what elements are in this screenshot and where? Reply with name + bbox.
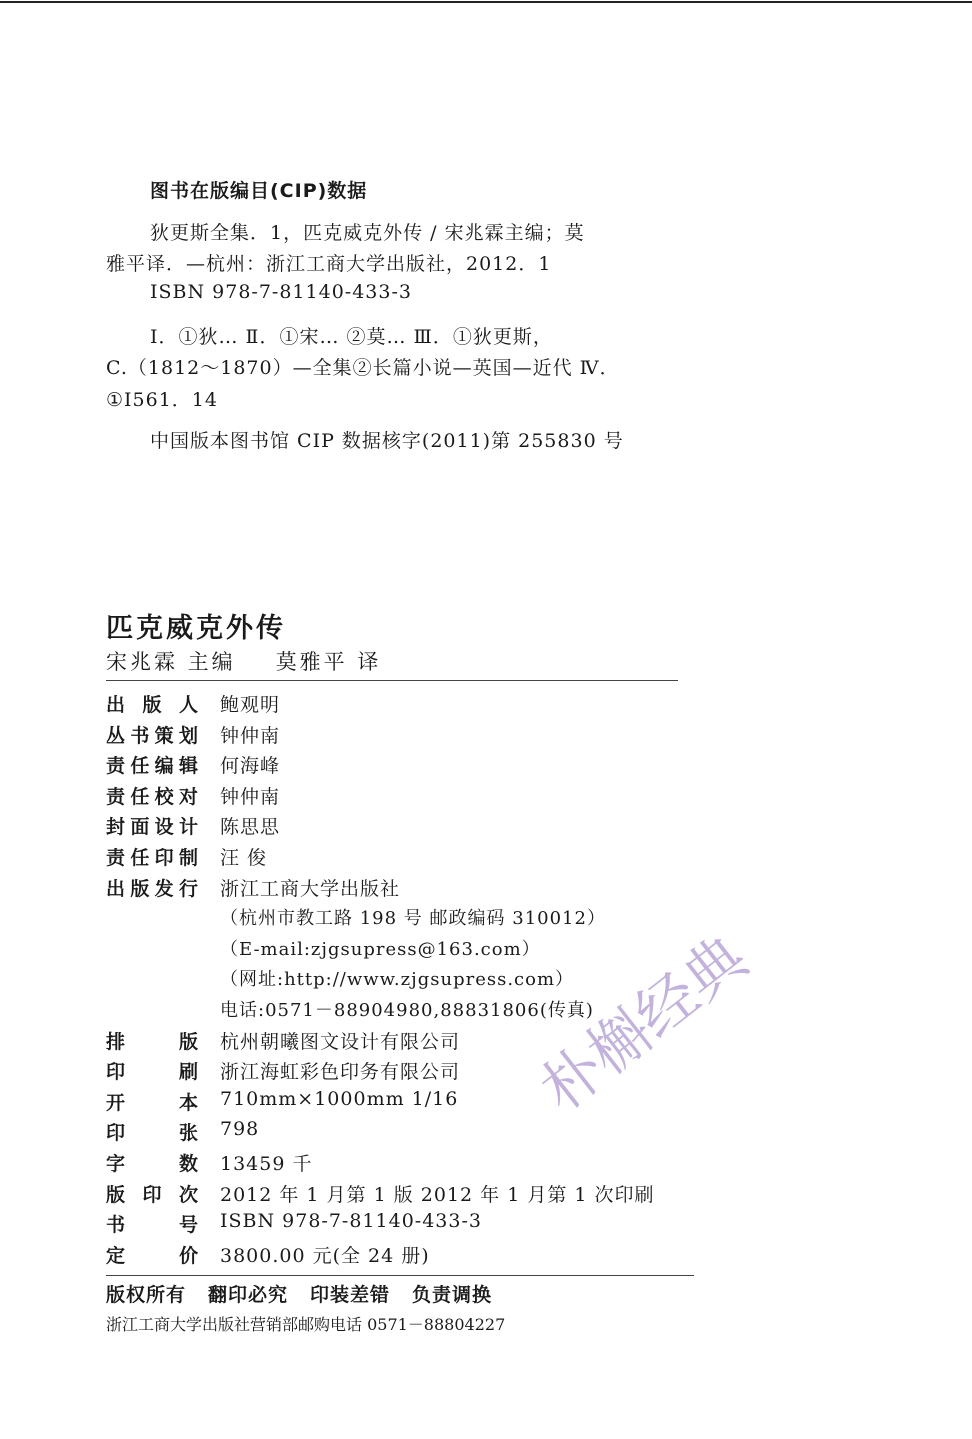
detail-value: 3800.00 元(全 24 册) xyxy=(220,1245,430,1267)
detail-label-char: 责 xyxy=(106,847,126,869)
detail-value: ISBN 978-7-81140-433-3 xyxy=(220,1210,482,1232)
translator-credit: 莫雅平 译 xyxy=(275,650,382,674)
detail-label xyxy=(106,812,198,839)
detail-label-char: 辑 xyxy=(178,755,198,777)
detail-label-char: 定 xyxy=(106,1245,126,1267)
detail-value: 浙江工商大学出版社 xyxy=(220,878,401,900)
detail-label xyxy=(106,1180,198,1207)
cip-line: Ⅰ．①狄… Ⅱ．①宋… ②莫… Ⅲ．①狄更斯， xyxy=(150,326,553,348)
book-title: 匹克威克外传 xyxy=(106,613,286,644)
rights-notice xyxy=(106,1280,514,1307)
detail-label xyxy=(106,1088,198,1115)
detail-label-char: 张 xyxy=(178,1122,198,1144)
detail-label-char: 校 xyxy=(154,786,174,808)
detail-value: 798 xyxy=(220,1118,260,1140)
detail-value: 浙江海虹彩色印务有限公司 xyxy=(220,1061,461,1083)
detail-label-char: 出 xyxy=(106,878,126,900)
detail-label xyxy=(106,1241,198,1268)
detail-label xyxy=(106,843,198,870)
detail-label-char: 对 xyxy=(178,786,198,808)
detail-label-char: 号 xyxy=(178,1214,198,1236)
detail-label-char: 版 xyxy=(106,1184,126,1206)
cip-verification: 中国版本图书馆 CIP 数据核字(2011)第 255830 号 xyxy=(150,430,624,452)
editor-credit: 宋兆霖 主编 xyxy=(106,650,236,674)
sales-phone: 浙江工商大学出版社营销部邮购电话 0571－88804227 xyxy=(106,1315,506,1334)
watermark-text: 朴槲经典 xyxy=(528,922,761,1126)
detail-label-char: 印 xyxy=(142,1184,162,1206)
detail-label-char: 计 xyxy=(178,816,198,838)
detail-label-char: 数 xyxy=(178,1153,198,1175)
detail-label xyxy=(106,690,198,717)
cip-line: ①I561．14 xyxy=(106,389,218,411)
detail-label-char: 版 xyxy=(178,1031,198,1053)
detail-value: 杭州朝曦图文设计有限公司 xyxy=(220,1031,461,1053)
divider-line xyxy=(106,680,678,681)
detail-value: 汪 俊 xyxy=(220,847,268,869)
cip-line: C.（1812～1870）—全集②长篇小说—英国—近代 Ⅳ． xyxy=(106,357,620,379)
detail-label xyxy=(106,721,198,748)
detail-label-char: 出 xyxy=(106,694,126,716)
detail-label-char: 印 xyxy=(106,1061,126,1083)
detail-label-char: 编 xyxy=(154,755,174,777)
detail-label-char: 版 xyxy=(130,878,150,900)
detail-label-char: 本 xyxy=(178,1092,198,1114)
book-credits xyxy=(106,646,381,676)
detail-value: 陈思思 xyxy=(220,816,281,838)
detail-value: 钟仲南 xyxy=(220,786,281,808)
detail-label xyxy=(106,751,198,778)
detail-label xyxy=(106,1210,198,1237)
detail-label xyxy=(106,782,198,809)
detail-label xyxy=(106,1149,198,1176)
detail-label-char: 制 xyxy=(178,847,198,869)
divider-line xyxy=(106,1275,694,1276)
detail-value: 13459 千 xyxy=(220,1153,313,1175)
detail-label-char: 字 xyxy=(106,1153,126,1175)
detail-value: 2012 年 1 月第 1 版 2012 年 1 月第 1 次印刷 xyxy=(220,1184,655,1206)
rights-item: 翻印必究 xyxy=(208,1284,289,1306)
detail-label-char: 书 xyxy=(130,725,150,747)
detail-label xyxy=(106,1118,198,1145)
detail-label xyxy=(106,1057,198,1084)
detail-value: 710mm×1000mm 1/16 xyxy=(220,1088,459,1110)
detail-label-char: 划 xyxy=(178,725,198,747)
detail-label-char: 书 xyxy=(106,1214,126,1236)
cip-isbn: ISBN 978-7-81140-433-3 xyxy=(150,281,412,303)
detail-label-char: 封 xyxy=(106,816,126,838)
detail-label-char: 策 xyxy=(154,725,174,747)
detail-value: 何海峰 xyxy=(220,755,281,777)
detail-value: 鲍观明 xyxy=(220,694,281,716)
detail-value: （杭州市教工路 198 号 邮政编码 310012） xyxy=(220,908,606,929)
detail-value: 钟仲南 xyxy=(220,725,281,747)
detail-label-char: 开 xyxy=(106,1092,126,1114)
detail-label xyxy=(106,874,198,901)
detail-label-char: 发 xyxy=(154,878,174,900)
top-border-line xyxy=(0,1,972,3)
detail-label-char: 责 xyxy=(106,786,126,808)
detail-value: （网址:http://www.zjgsupress.com） xyxy=(220,969,575,990)
detail-value: 电话:0571－88904980,88831806(传真) xyxy=(220,1000,594,1021)
detail-label-char: 印 xyxy=(154,847,174,869)
detail-label-char: 版 xyxy=(142,694,162,716)
detail-label-char: 刷 xyxy=(178,1061,198,1083)
detail-label-char: 次 xyxy=(178,1184,198,1206)
detail-label-char: 行 xyxy=(178,878,198,900)
detail-label xyxy=(106,1027,198,1054)
detail-label-char: 丛 xyxy=(106,725,126,747)
detail-label-char: 责 xyxy=(106,755,126,777)
detail-label-char: 面 xyxy=(130,816,150,838)
detail-label-char: 人 xyxy=(178,694,198,716)
rights-item: 版权所有 xyxy=(106,1284,187,1306)
detail-value: （E-mail:zjgsupress@163.com） xyxy=(220,939,541,960)
detail-label-char: 印 xyxy=(106,1122,126,1144)
detail-label-char: 设 xyxy=(154,816,174,838)
detail-label-char: 任 xyxy=(130,847,150,869)
detail-label-char: 任 xyxy=(130,755,150,777)
cip-line: 狄更斯全集．1，匹克威克外传 / 宋兆霖主编；莫 xyxy=(150,222,585,244)
detail-label-char: 排 xyxy=(106,1031,126,1053)
rights-item: 负责调换 xyxy=(412,1284,493,1306)
cip-heading: 图书在版编目(CIP)数据 xyxy=(150,180,368,202)
rights-item: 印装差错 xyxy=(310,1284,391,1306)
detail-label-char: 任 xyxy=(130,786,150,808)
detail-label-char: 价 xyxy=(178,1245,198,1267)
cip-line: 雅平译．—杭州：浙江工商大学出版社，2012．1 xyxy=(106,253,552,275)
